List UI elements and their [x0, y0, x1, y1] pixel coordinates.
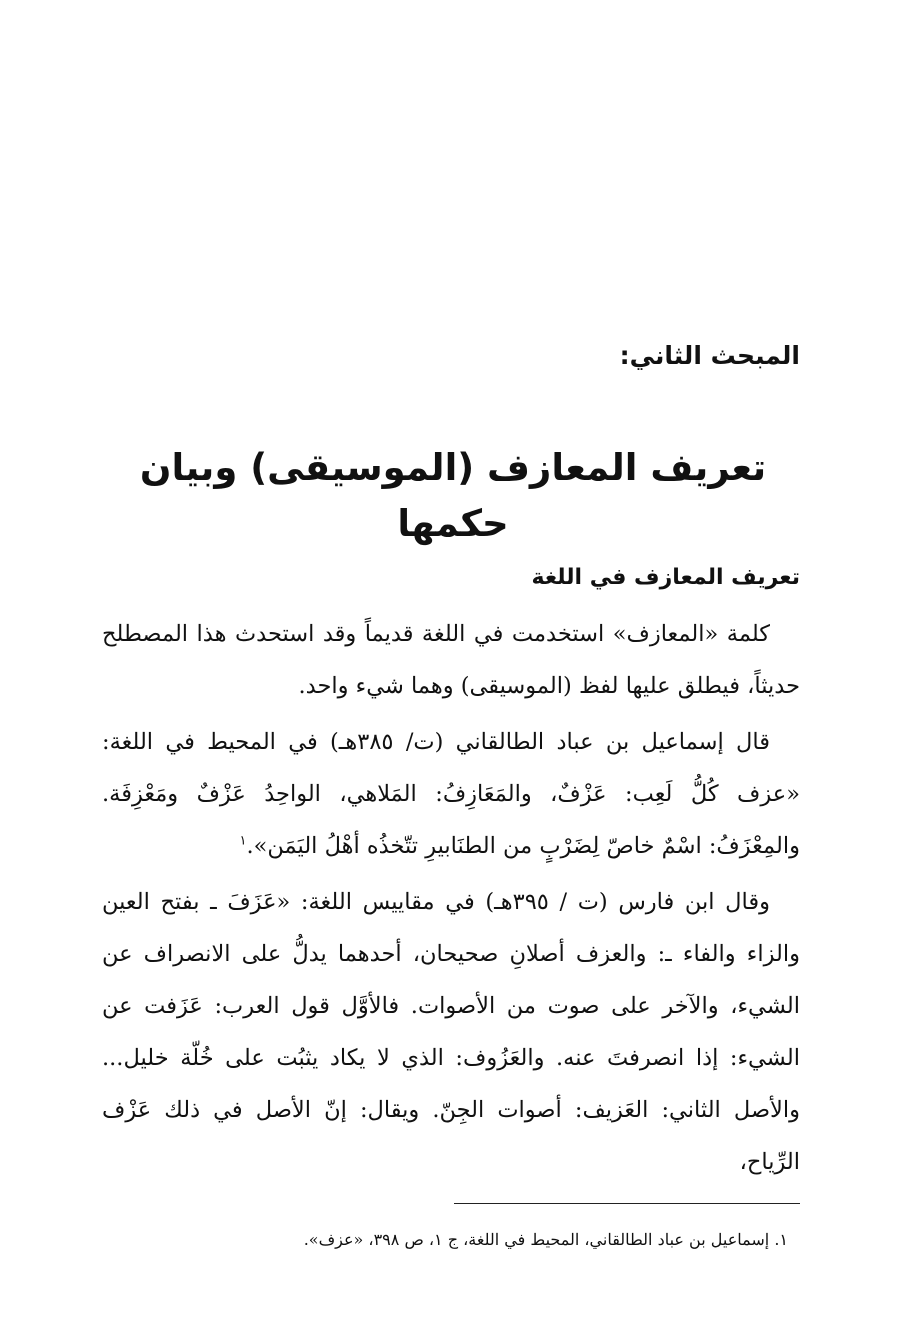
- paragraph-2: [102, 716, 800, 872]
- section-label: المبحث الثاني:: [619, 341, 800, 370]
- footnote-marker[interactable]: ١: [239, 833, 247, 849]
- chapter-title: تعريف المعازف (الموسيقى) وبيان حكمها: [139, 446, 767, 545]
- subheading: تعريف المعازف في اللغة: [531, 565, 800, 590]
- paragraph-2-text: قال إسماعيل بن عباد الطالقاني (ت/ ٣٨٥هـ) في المحيط في اللغة: «عزف كُلُّ لَعِب: عَزْفٌ، والمَعَازِفُ: المَلاهي، الواحِدُ عَزْفٌ ومَعْزِفَة. والمِعْزَفُ: اسْمٌ خاصّ لِضَرْبٍ من الطنَابيرِ تتّخذُه أهْلُ اليَمَن».: [102, 729, 800, 859]
- footnote-divider: [454, 1203, 800, 1204]
- paragraph-1: كلمة «المعازف» استخدمت في اللغة قديماً وقد استحدث هذا المصطلح حديثاً، فيطلق عليها لفظ (الموسيقى) وهما شيء واحد.: [102, 621, 800, 699]
- paragraph-3: وقال ابن فارس (ت / ٣٩٥هـ) في مقاييس اللغة: «عَزَفَ ـ بفتح العين والزاء والفاء ـ: والعزف أصلانِ صحيحان، أحدهما يدلُّ على الانصراف عن الشيء، والآخر على صوت من الأصوات. فالأوَّل قول العرب: عَزَفت عن الشيء: إذا انصرفتَ عنه. والعَزُوف: الذي لا يكاد يثبُت على خُلّة خليل... والأصل الثاني: العَزيف: أصوات الجِنّ. ويقال: إنّ الأصل في ذلك عَزْف الرِّياح،: [102, 889, 800, 1175]
- footnote: ١. إسماعيل بن عباد الطالقاني، المحيط في اللغة، ج ١، ص ٣٩٨، «عزف».: [303, 1230, 788, 1249]
- body-text: [102, 608, 800, 1192]
